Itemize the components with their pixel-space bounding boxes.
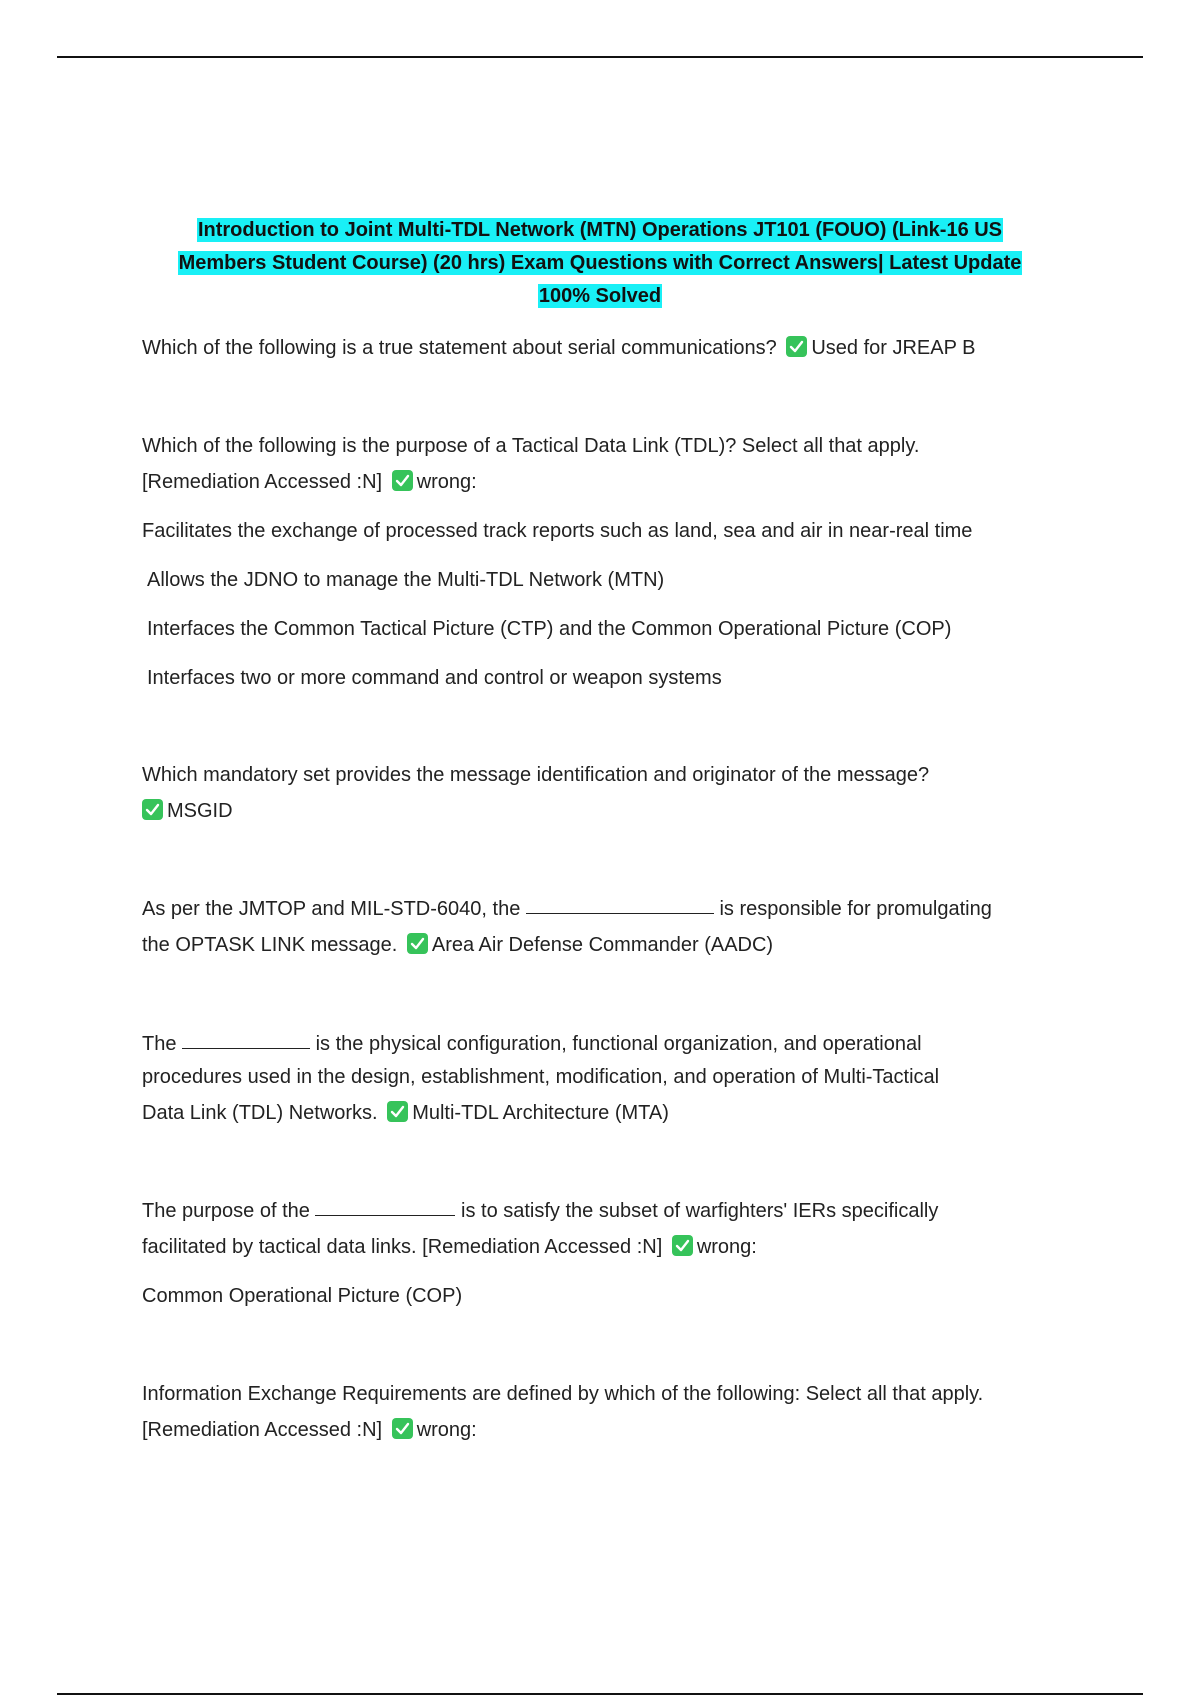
question-text: the OPTASK LINK message. bbox=[142, 934, 398, 956]
question-text: The purpose of the bbox=[142, 1200, 310, 1222]
fill-in-blank bbox=[182, 1032, 310, 1049]
answer-option: Interfaces two or more command and control or weapon systems bbox=[147, 667, 722, 689]
question-1 bbox=[142, 330, 1082, 366]
question-4-line-2 bbox=[142, 927, 1082, 963]
answer-text: wrong: bbox=[416, 471, 477, 493]
check-box-icon bbox=[392, 1418, 413, 1439]
question-text: facilitated by tactical data links. [Remediation Accessed :N] bbox=[142, 1236, 663, 1258]
answer-detail: Common Operational Picture (COP) bbox=[142, 1285, 463, 1307]
question-7-line-1 bbox=[142, 1376, 1082, 1412]
answer-text: Multi-TDL Architecture (MTA) bbox=[412, 1102, 669, 1124]
question-text: [Remediation Accessed :N] bbox=[142, 1419, 383, 1441]
check-box-icon bbox=[786, 336, 807, 357]
question-3-line-1 bbox=[142, 757, 1082, 793]
question-6-line-1 bbox=[142, 1193, 1082, 1229]
question-text: Which mandatory set provides the message identification and originator of the message? bbox=[142, 764, 930, 786]
question-2-line-1 bbox=[142, 428, 1082, 464]
question-text: Data Link (TDL) Networks. bbox=[142, 1102, 378, 1124]
question-text: is the physical configuration, functional organization, and operational bbox=[315, 1033, 922, 1055]
question-text: Which of the following is the purpose of a Tactical Data Link (TDL)? Select all that apply. bbox=[142, 435, 920, 457]
question-text: is responsible for promulgating bbox=[719, 898, 992, 920]
title-line-2: Members Student Course) (20 hrs) Exam Questions with Correct Answers| Latest Update bbox=[178, 252, 1022, 274]
question-6-line-2 bbox=[142, 1229, 1082, 1265]
fill-in-blank bbox=[526, 897, 714, 914]
title-line-3: 100% Solved bbox=[538, 285, 662, 307]
check-box-icon bbox=[392, 470, 413, 491]
question-text: procedures used in the design, establishment, modification, and operation of Multi-Tactical bbox=[142, 1066, 940, 1088]
question-text: [Remediation Accessed :N] bbox=[142, 471, 383, 493]
check-box-icon bbox=[142, 799, 163, 820]
question-text: Which of the following is a true statement about serial communications? bbox=[142, 337, 777, 359]
question-5-line-1 bbox=[142, 1026, 1082, 1062]
question-3-line-2 bbox=[142, 793, 1082, 829]
answer-option: Facilitates the exchange of processed track reports such as land, sea and air in near-real time bbox=[142, 520, 973, 542]
page-top-rule bbox=[57, 56, 1143, 58]
question-5-line-2 bbox=[142, 1059, 1082, 1095]
answer-text: Area Air Defense Commander (AADC) bbox=[431, 934, 774, 956]
question-5-line-3 bbox=[142, 1095, 1082, 1131]
question-4-line-1 bbox=[142, 891, 1082, 927]
question-text: is to satisfy the subset of warfighters' IERs specifically bbox=[461, 1200, 939, 1222]
answer-option: Allows the JDNO to manage the Multi-TDL Network (MTN) bbox=[147, 569, 665, 591]
question-2-line-2 bbox=[142, 464, 1082, 500]
check-box-icon bbox=[672, 1235, 693, 1256]
document-title bbox=[130, 214, 1070, 313]
answer-text: wrong: bbox=[696, 1236, 757, 1258]
check-box-icon bbox=[407, 933, 428, 954]
question-text: As per the JMTOP and MIL-STD-6040, the bbox=[142, 898, 521, 920]
page-bottom-rule bbox=[57, 1693, 1143, 1695]
check-box-icon bbox=[387, 1101, 408, 1122]
answer-text: MSGID bbox=[167, 800, 233, 822]
answer-text: Used for JREAP B bbox=[811, 337, 976, 359]
question-text: The bbox=[142, 1033, 177, 1055]
title-line-1: Introduction to Joint Multi-TDL Network (MTN) Operations JT101 (FOUO) (Link-16 US bbox=[197, 219, 1003, 241]
question-text: Information Exchange Requirements are defined by which of the following: Select all that apply. bbox=[142, 1383, 984, 1405]
answer-text: wrong: bbox=[416, 1419, 477, 1441]
fill-in-blank bbox=[315, 1199, 455, 1216]
answer-option: Interfaces the Common Tactical Picture (CTP) and the Common Operational Picture (COP) bbox=[147, 618, 952, 640]
question-7-line-2 bbox=[142, 1412, 1082, 1448]
